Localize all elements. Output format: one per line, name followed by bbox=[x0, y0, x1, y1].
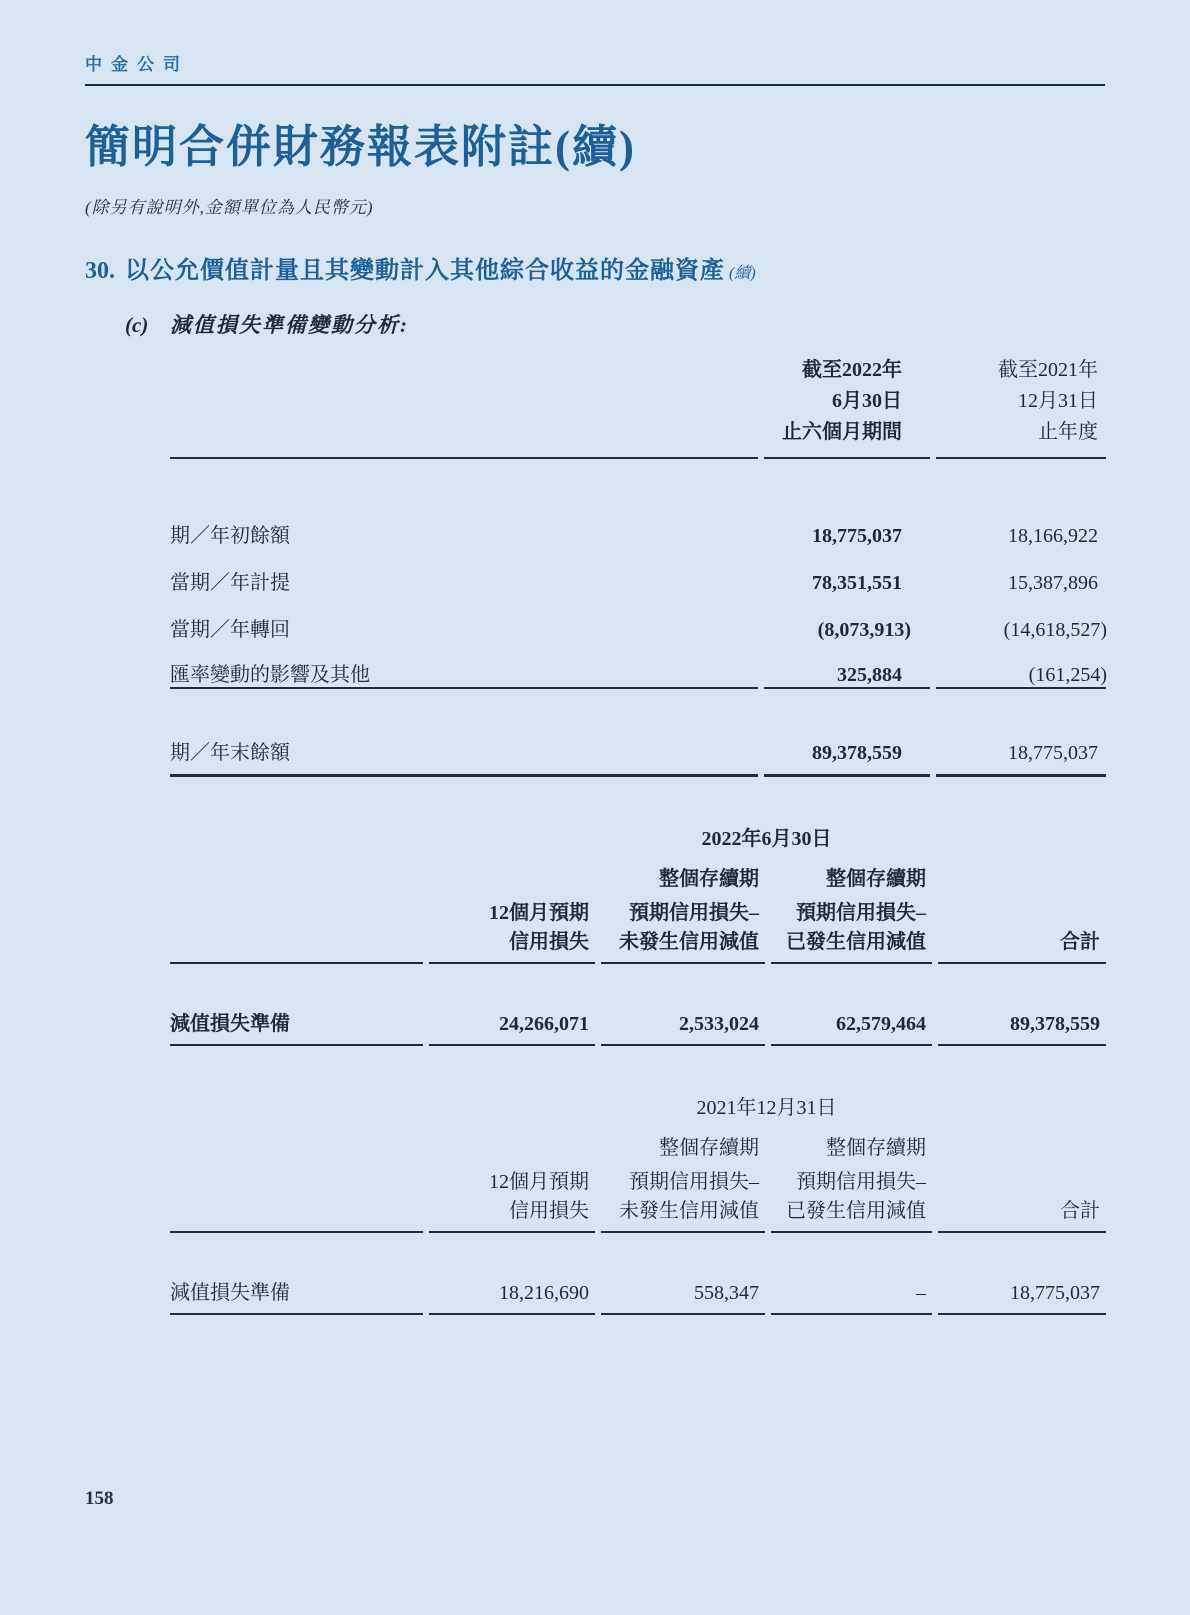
col-header-line: 整個存續期 bbox=[659, 1137, 759, 1159]
movement-header-current: 截至2022年 6月30日 止六個月期間 bbox=[764, 355, 930, 459]
ecl-2021-header-row-3 bbox=[170, 1194, 1106, 1233]
row-value-stage3: 62,579,464 bbox=[771, 1000, 932, 1046]
ecl-2022-header-row-1 bbox=[170, 857, 1106, 891]
page-subtitle: (除另有說明外,金額單位為人民幣元) bbox=[85, 198, 374, 217]
row-label: 期／年末餘額 bbox=[170, 731, 758, 777]
ecl-2021-title-row bbox=[170, 1086, 1106, 1126]
col-header-line: 信用損失 bbox=[429, 1194, 595, 1233]
table-row-reversal bbox=[170, 595, 1106, 642]
ecl-table-2022 bbox=[164, 817, 1112, 1046]
spacer-row bbox=[170, 459, 1106, 501]
col-header-line: 已發生信用減值 bbox=[771, 925, 932, 964]
ecl-table-2021 bbox=[164, 1086, 1112, 1315]
table-row-allowance-2022 bbox=[170, 1000, 1106, 1046]
col-header-line: 12個月預期 bbox=[489, 1171, 589, 1193]
subsection-title: 減值損失準備變動分析: bbox=[170, 313, 409, 337]
row-label: 減值損失準備 bbox=[170, 1000, 423, 1046]
col-header-line: 信用損失 bbox=[429, 925, 595, 964]
table-row-charge bbox=[170, 548, 1106, 595]
row-value-total: 18,775,037 bbox=[938, 1269, 1106, 1315]
row-label: 當期／年計提 bbox=[170, 572, 290, 594]
row-label: 減值損失準備 bbox=[170, 1269, 423, 1315]
row-value-prior: (14,618,527) bbox=[1003, 619, 1107, 641]
col-header-line: 12個月預期 bbox=[489, 902, 589, 924]
page-number: 158 bbox=[85, 1488, 114, 1509]
movement-table bbox=[164, 355, 1112, 777]
row-value-total: 89,378,559 bbox=[938, 1000, 1106, 1046]
row-value-current: (8,073,913) bbox=[817, 619, 911, 641]
subsection-label: (c) bbox=[125, 313, 149, 337]
row-value-stage3: – bbox=[771, 1269, 932, 1315]
ecl-2022-title: 2022年6月30日 bbox=[701, 828, 832, 850]
col-header-line: 整個存續期 bbox=[826, 1137, 926, 1159]
row-value-prior: 18,166,922 bbox=[1008, 525, 1098, 547]
table-row-fx-effect bbox=[170, 642, 1106, 689]
spacer-row bbox=[170, 964, 1106, 1000]
col-header-total: 合計 bbox=[938, 1194, 1106, 1233]
ecl-2021-header-row-1 bbox=[170, 1126, 1106, 1160]
col-header-line: 預期信用損失– bbox=[796, 902, 926, 924]
section-title: 以公允價值計量且其變動計入其他綜合收益的金融資產 bbox=[125, 258, 725, 284]
col-header-line: 整個存續期 bbox=[659, 868, 759, 890]
row-value-current: 325,884 bbox=[764, 642, 930, 689]
movement-table-header-row bbox=[170, 355, 1106, 459]
subsection-heading bbox=[85, 309, 1105, 339]
row-value-stage1: 18,216,690 bbox=[429, 1269, 595, 1315]
row-label: 匯率變動的影響及其他 bbox=[170, 642, 758, 689]
table-row-opening-balance bbox=[170, 501, 1106, 548]
row-value-stage2: 2,533,024 bbox=[601, 1000, 765, 1046]
col-header-line: 預期信用損失– bbox=[796, 1171, 926, 1193]
section-number: 30. bbox=[85, 258, 115, 284]
brand-text: 中金公司 bbox=[85, 55, 189, 74]
row-value-prior: 15,387,896 bbox=[1008, 572, 1098, 594]
row-label: 期／年初餘額 bbox=[170, 525, 290, 547]
spacer-row bbox=[170, 689, 1106, 731]
spacer-row bbox=[170, 1233, 1106, 1269]
section-heading bbox=[85, 250, 1105, 285]
col-header-line: 未發生信用減值 bbox=[601, 1194, 765, 1233]
page-title: 簡明合併財務報表附註(續) bbox=[85, 122, 636, 172]
ecl-2022-header-row-2 bbox=[170, 891, 1106, 925]
col-header-line: 未發生信用減值 bbox=[601, 925, 765, 964]
col-header-total: 合計 bbox=[938, 925, 1106, 964]
row-value-current: 89,378,559 bbox=[764, 731, 930, 777]
col-header-line: 整個存續期 bbox=[826, 868, 926, 890]
ecl-2022-title-row bbox=[170, 817, 1106, 857]
row-value-prior: 18,775,037 bbox=[936, 731, 1106, 777]
movement-header-prior: 截至2021年 12月31日 止年度 bbox=[936, 355, 1106, 459]
section-title-suffix: (續) bbox=[729, 265, 756, 282]
col-header-line: 預期信用損失– bbox=[629, 902, 759, 924]
ecl-2021-header-row-2 bbox=[170, 1160, 1106, 1194]
row-value-stage1: 24,266,071 bbox=[429, 1000, 595, 1046]
ecl-2022-header-row-3 bbox=[170, 925, 1106, 964]
brand-rule bbox=[85, 84, 1105, 86]
table-row-allowance-2021 bbox=[170, 1269, 1106, 1315]
row-value-current: 78,351,551 bbox=[812, 572, 902, 594]
row-value-current: 18,775,037 bbox=[812, 525, 902, 547]
col-header-line: 已發生信用減值 bbox=[771, 1194, 932, 1233]
row-value-stage2: 558,347 bbox=[601, 1269, 765, 1315]
table-row-closing-balance bbox=[170, 731, 1106, 777]
row-label: 當期／年轉回 bbox=[170, 619, 290, 641]
ecl-2021-title: 2021年12月31日 bbox=[696, 1097, 837, 1119]
col-header-line: 預期信用損失– bbox=[629, 1171, 759, 1193]
row-value-prior: (161,254) bbox=[936, 642, 1106, 689]
movement-header-spacer bbox=[170, 355, 758, 459]
